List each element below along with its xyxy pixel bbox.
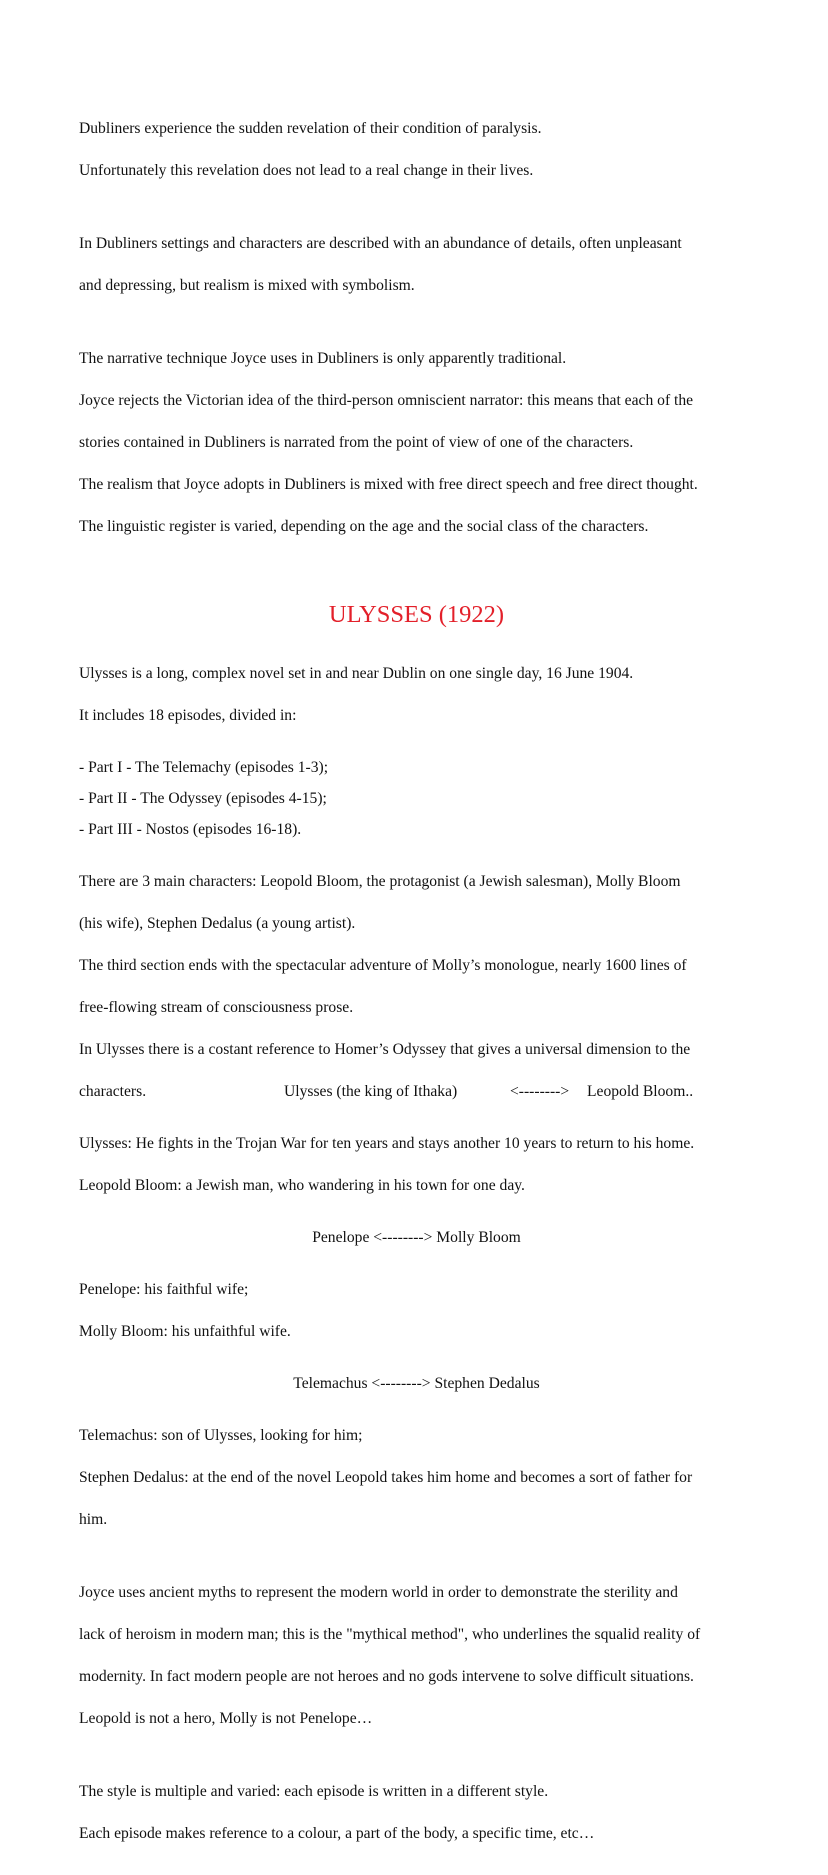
text-line: (his wife), Stephen Dedalus (a young artist). (79, 915, 356, 932)
document-page (79, 97, 754, 1875)
text-line: and depressing, but realism is mixed with symbolism. (79, 277, 415, 294)
parallel-left: Ulysses (the king of Ithaka) (284, 1083, 458, 1100)
part-item: - Part I - The Telemachy (episodes 1-3); (79, 759, 329, 776)
parallel-arrow: <--------> (510, 1083, 570, 1100)
text-line: stories contained in Dubliners is narrated from the point of view of one of the characters. (79, 434, 634, 451)
text-line: There are 3 main characters: Leopold Bloom, the protagonist (a Jewish salesman), Molly Bloom (79, 873, 681, 890)
dubliners-paragraph-narrative (79, 327, 754, 558)
text-line: Unfortunately this revelation does not lead to a real change in their lives. (79, 162, 534, 179)
ulysses-characters (79, 850, 754, 1081)
dubliners-paragraph-realism (79, 212, 754, 317)
text-line: Leopold is not a hero, Molly is not Penelope… (79, 1710, 373, 1727)
text-line: Dubliners experience the sudden revelation of their condition of paralysis. (79, 120, 542, 137)
part-item: - Part II - The Odyssey (episodes 4-15); (79, 790, 327, 807)
text-line: The linguistic register is varied, depending on the age and the social class of the characters. (79, 518, 649, 535)
text-line: lack of heroism in modern man; this is the "mythical method", who underlines the squalid reality of (79, 1626, 701, 1643)
ulysses-intro (79, 642, 754, 747)
text-line: Molly Bloom: his unfaithful wife. (79, 1323, 291, 1340)
ulysses-parallel-row (79, 1081, 754, 1102)
text-line: In Dubliners settings and characters are described with an abundance of details, often unpleasant (79, 235, 682, 252)
text-line: Each episode makes reference to a colour, a part of the body, a specific time, etc… (79, 1825, 595, 1842)
text-line: Stephen Dedalus: at the end of the novel Leopold takes him home and becomes a sort of father for (79, 1469, 693, 1486)
penelope-pair: Penelope <--------> Molly Bloom (312, 1229, 521, 1246)
text-line: Leopold Bloom: a Jewish man, who wandering in his town for one day. (79, 1177, 525, 1194)
text-line: modernity. In fact modern people are not heroes and no gods intervene to solve difficult situations. (79, 1668, 694, 1685)
text-line: It includes 18 episodes, divided in: (79, 707, 297, 724)
ulysses-compare (79, 1112, 754, 1217)
text-line: In Ulysses there is a costant reference to Homer’s Odyssey that gives a universal dimension to the (79, 1041, 691, 1058)
text-line: The style is multiple and varied: each episode is written in a different style. (79, 1783, 549, 1800)
telemachus-compare (79, 1404, 754, 1551)
mythical-method-paragraph (79, 1561, 754, 1750)
parallel-right: Leopold Bloom.. (587, 1083, 694, 1100)
telemachus-pair: Telemachus <--------> Stephen Dedalus (293, 1375, 540, 1392)
part-item: - Part III - Nostos (episodes 16-18). (79, 821, 302, 838)
text-line: The narrative technique Joyce uses in Dubliners is only apparently traditional. (79, 350, 567, 367)
style-paragraph (79, 1760, 754, 1865)
text-line: Joyce uses ancient myths to represent the modern world in order to demonstrate the sterility and (79, 1584, 678, 1601)
penelope-compare (79, 1258, 754, 1363)
text-line: him. (79, 1511, 108, 1528)
text-line: The third section ends with the spectacular adventure of Molly’s monologue, nearly 1600 lines of (79, 957, 687, 974)
text-line: Ulysses: He fights in the Trojan War for ten years and stays another 10 years to return to his home. (79, 1135, 695, 1152)
text-line: free-flowing stream of consciousness prose. (79, 999, 354, 1016)
text-line: Ulysses is a long, complex novel set in and near Dublin on one single day, 16 June 1904. (79, 665, 634, 682)
text-line: The realism that Joyce adopts in Dubliners is mixed with free direct speech and free direct thought. (79, 476, 698, 493)
text-line: Joyce rejects the Victorian idea of the third-person omniscient narrator: this means that each of the (79, 392, 694, 409)
dubliners-paragraph-revelation (79, 97, 754, 202)
text-line: Penelope: his faithful wife; (79, 1281, 249, 1298)
text-line: Telemachus: son of Ulysses, looking for him; (79, 1427, 363, 1444)
section-title: ULYSSES (1922) (328, 601, 505, 628)
text-line: characters. (79, 1083, 147, 1100)
